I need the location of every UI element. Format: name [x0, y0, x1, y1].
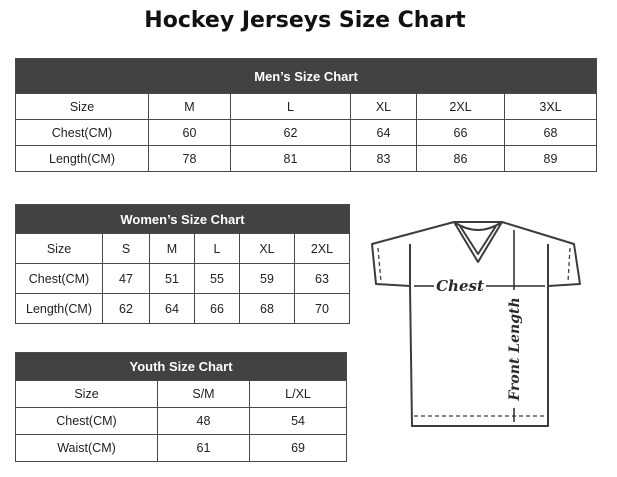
youth-table-heading: Youth Size Chart — [16, 353, 347, 381]
table-row — [16, 381, 347, 408]
table-cell: 68 — [505, 120, 597, 146]
mens-table-heading: Men’s Size Chart — [16, 59, 597, 94]
table-cell: Size — [16, 234, 103, 264]
front-length-label: Front Length — [507, 297, 523, 401]
table-cell: 78 — [149, 146, 231, 172]
table-cell: 3XL — [505, 94, 597, 120]
table-cell: 64 — [150, 294, 195, 324]
table-cell: 60 — [149, 120, 231, 146]
table-cell: 61 — [158, 435, 250, 462]
table-cell: XL — [240, 234, 295, 264]
youth-size-table — [15, 352, 347, 462]
table-cell: L — [195, 234, 240, 264]
table-cell: Size — [16, 94, 149, 120]
table-row — [16, 94, 597, 120]
table-cell: 63 — [295, 264, 350, 294]
mens-size-table — [15, 58, 597, 172]
table-cell: 81 — [231, 146, 351, 172]
table-row — [16, 146, 597, 172]
womens-table-heading: Women’s Size Chart — [16, 205, 350, 234]
table-cell: Length(CM) — [16, 294, 103, 324]
table-cell: XL — [351, 94, 417, 120]
table-row — [16, 120, 597, 146]
table-cell: S — [103, 234, 150, 264]
table-row — [16, 435, 347, 462]
table-cell: Length(CM) — [16, 146, 149, 172]
table-cell: 62 — [231, 120, 351, 146]
table-cell: 68 — [240, 294, 295, 324]
table-cell: 2XL — [295, 234, 350, 264]
table-cell: M — [150, 234, 195, 264]
jersey-diagram — [368, 212, 590, 434]
table-cell: 2XL — [417, 94, 505, 120]
table-cell: Chest(CM) — [16, 120, 149, 146]
table-row — [16, 408, 347, 435]
table-cell: Size — [16, 381, 158, 408]
table-cell: 48 — [158, 408, 250, 435]
womens-size-table — [15, 204, 350, 324]
table-cell: S/M — [158, 381, 250, 408]
table-cell: 66 — [195, 294, 240, 324]
table-cell: Chest(CM) — [16, 264, 103, 294]
table-cell: 62 — [103, 294, 150, 324]
page-title: Hockey Jerseys Size Chart — [144, 8, 466, 33]
table-cell: 69 — [250, 435, 347, 462]
table-cell: 54 — [250, 408, 347, 435]
table-cell: L/XL — [250, 381, 347, 408]
chest-label: Chest — [436, 277, 484, 295]
table-cell: 83 — [351, 146, 417, 172]
table-cell: 59 — [240, 264, 295, 294]
table-cell: 66 — [417, 120, 505, 146]
table-cell: 55 — [195, 264, 240, 294]
table-cell: 89 — [505, 146, 597, 172]
table-cell: L — [231, 94, 351, 120]
table-cell: Chest(CM) — [16, 408, 158, 435]
table-cell: 47 — [103, 264, 150, 294]
jersey-collar — [454, 222, 502, 262]
table-cell: 70 — [295, 294, 350, 324]
table-cell: M — [149, 94, 231, 120]
table-cell: 51 — [150, 264, 195, 294]
table-row — [16, 234, 350, 264]
table-cell: 86 — [417, 146, 505, 172]
table-cell: Waist(CM) — [16, 435, 158, 462]
table-cell: 64 — [351, 120, 417, 146]
table-row — [16, 264, 350, 294]
table-row — [16, 294, 350, 324]
